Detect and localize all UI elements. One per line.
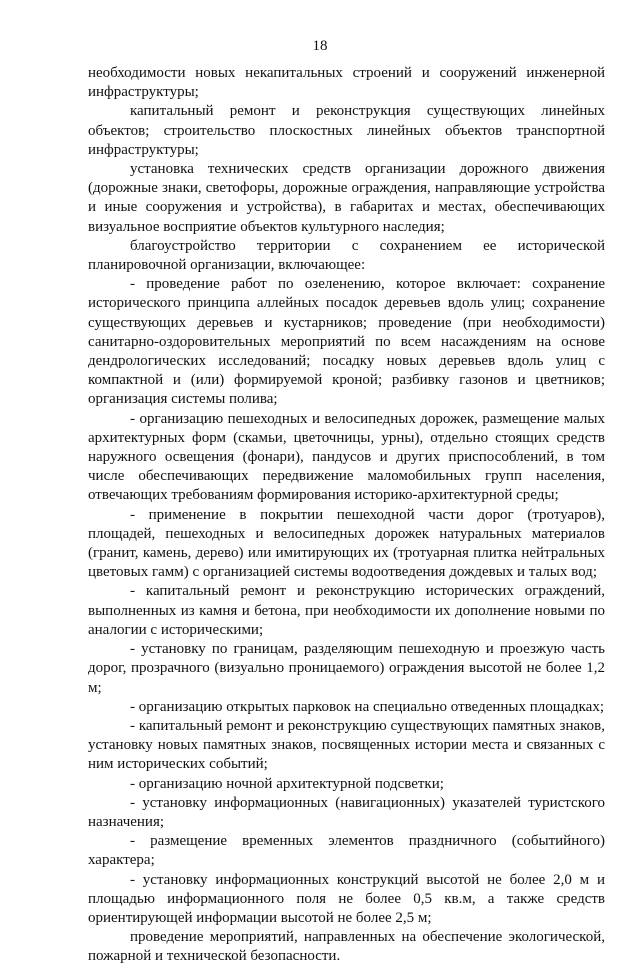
paragraph: - капитальный ремонт и реконструкцию существующих памятных знаков, установку новых памятных знаков, посвященных истории места и связанных с ним исторических событий; <box>88 717 605 773</box>
paragraph: - проведение работ по озеленению, которое включает: сохранение исторического принципа аллейных посадок деревьев вдоль улиц; сохранение существующих деревьев и кустарников; проведение (при необходимости) санитарно-оздоровительных мероприятий по всем насаждениям на основе дендрологических исследований; посадку новых деревьев вдоль улиц с компактной и (или) формируемой кроной; разбивку газонов и цветников; организация системы полива; <box>88 276 605 408</box>
paragraph: - организацию ночной архитектурной подсветки; <box>130 775 444 792</box>
paragraph: проведение мероприятий, направленных на обеспечение экологической, пожарной и технической безопасности. <box>88 929 605 965</box>
paragraph: - применение в покрытии пешеходной части дорог (тротуаров), площадей, пешеходных и велосипедных дорожек натуральных материалов (гранит, камень, дерево) или имитирующих их (тротуарная плитка нейтральных цветовых гамм) с организацией системы водоотведения дождевых и талых вод; <box>88 506 605 581</box>
paragraph: необходимости новых некапитальных строений и сооружений инженерной инфраструктуры; <box>88 65 605 101</box>
paragraph: капитальный ремонт и реконструкция существующих линейных объектов; строительство плоскостных линейных объектов транспортной инфраструктуры; <box>88 103 605 158</box>
paragraph: - размещение временных элементов праздничного (событийного) характера; <box>88 833 605 869</box>
paragraph: - установку информационных (навигационных) указателей туристского назначения; <box>88 794 605 830</box>
paragraph: - капитальный ремонт и реконструкцию исторических ограждений, выполненных из камня и бетона, при необходимости их дополнение новыми по аналогии с историческими; <box>88 583 605 638</box>
paragraph: установка технических средств организации дорожного движения (дорожные знаки, светофоры, дорожные ограждения, направляющие устройства и иные сооружения и устройства), в габаритах и местах, обеспечивающих визуальное восприятие объектов культурного наследия; <box>88 161 605 235</box>
paragraph: - организацию открытых парковок на специально отведенных площадках; <box>130 698 604 715</box>
page-number: 18 <box>312 38 328 54</box>
paragraph: благоустройство территории с сохранением ее исторической планировочной организации, включающее: <box>88 237 605 274</box>
document-body <box>88 64 605 967</box>
paragraph: - организацию пешеходных и велосипедных дорожек, размещение малых архитектурных форм (скамьи, цветочницы, урны), отдельно стоящих средств наружного освещения (фонари), пандусов и других приспособлений, в том числе обеспечивающих передвижение маломобильных групп населения, отвечающих требованиям формирования историко-архитектурной среды; <box>88 410 605 504</box>
paragraph: - установку информационных конструкций высотой не более 2,0 м и площадью информационного поля не более 0,5 кв.м, а также средств ориентирующей информации высотой не более 2,5 м; <box>88 871 605 926</box>
paragraph: - установку по границам, разделяющим пешеходную и проезжую часть дорог, прозрачного (визуально проницаемого) ограждения высотой не более 1,2 м; <box>88 641 605 696</box>
